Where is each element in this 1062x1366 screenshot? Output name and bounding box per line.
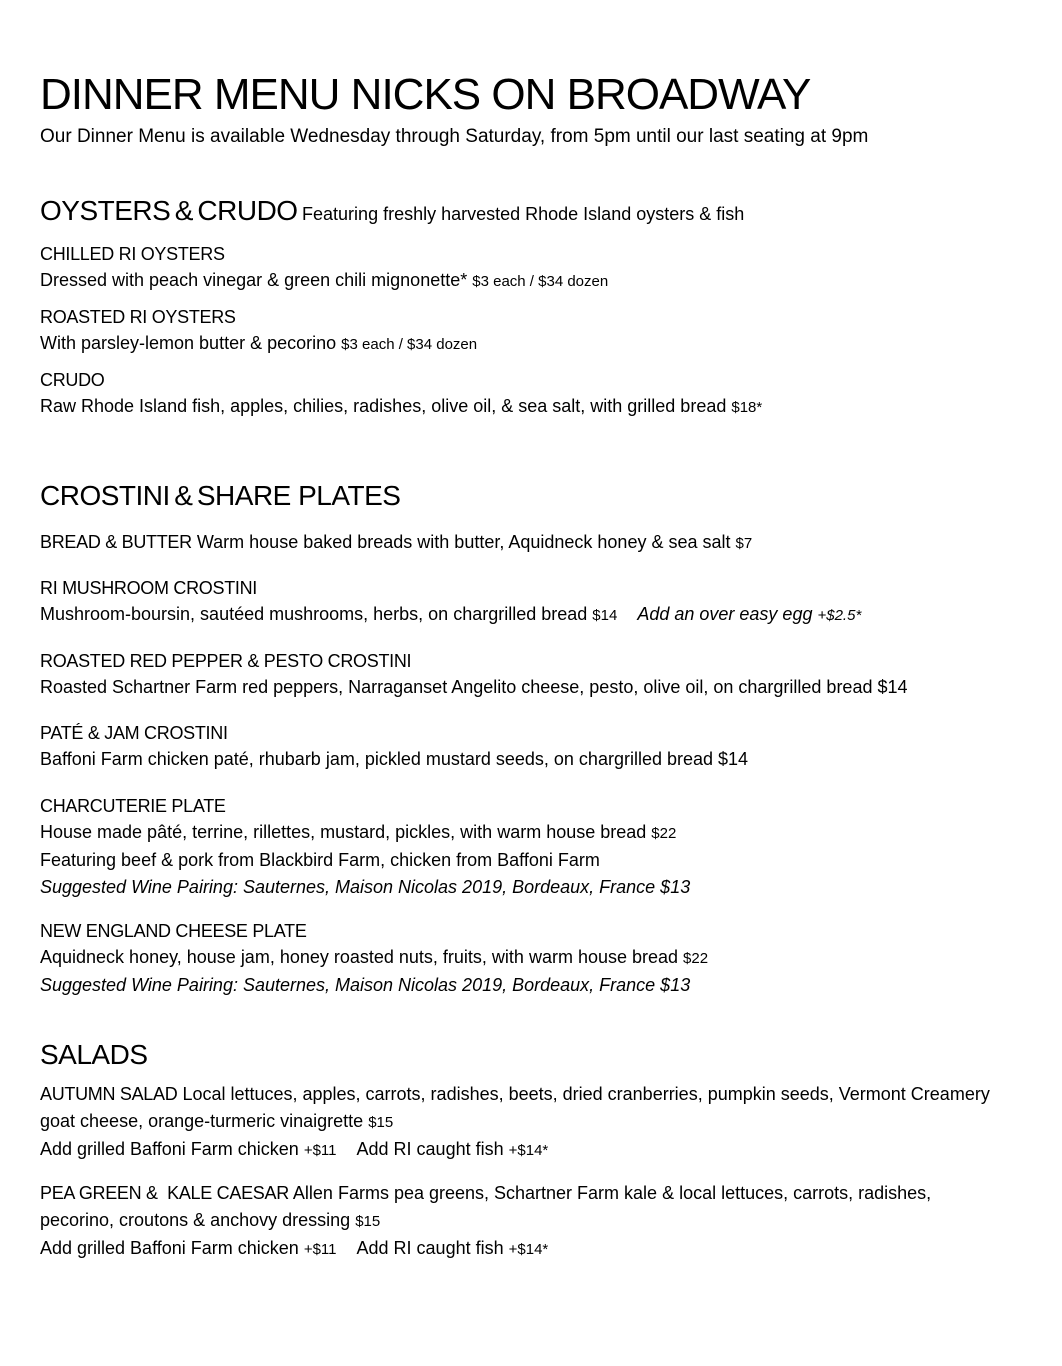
section-crostini-share-plates (40, 480, 400, 512)
item-description: Baffoni Farm chicken paté, rhubarb jam, pickled mustard seeds, on chargrilled bread $14 (40, 749, 749, 769)
item-description: Allen Farms pea greens, Schartner Farm kale & local lettuces, carrots, radishes, pecorino, croutons & anchovy dressing (40, 1183, 932, 1230)
section-oysters-crudo (40, 195, 744, 227)
item-price: $22 (683, 950, 709, 967)
section-title-amp: & (174, 480, 193, 511)
menu-item-charcuterie (40, 793, 1040, 901)
item-price: $7 (735, 535, 753, 552)
item-description: Mushroom-boursin, sautéed mushrooms, herbs, on chargrilled bread (40, 604, 588, 624)
item-description: Aquidneck honey, house jam, honey roasted nuts, fruits, with warm house bread (40, 947, 679, 967)
item-description-2: Featuring beef & pork from Blackbird Farm, chicken from Baffoni Farm (40, 850, 600, 870)
item-addon-price: +$2.5* (817, 607, 862, 624)
section-title-share-plates: SHARE PLATES (196, 480, 401, 511)
menu-item-mushroom-crostini (40, 575, 1040, 629)
item-price: $15 (368, 1114, 394, 1131)
menu-item-roasted-oysters (40, 304, 1040, 358)
item-name: CHILLED RI OYSTERS (40, 244, 225, 264)
item-description: Dressed with peach vinegar & green chili mignonette* (40, 270, 468, 290)
addon-chicken-price: +$11 (303, 1142, 337, 1159)
section-title-oysters: OYSTERS (40, 195, 171, 226)
item-name: PATÉ & JAM CROSTINI (40, 723, 228, 743)
item-name: NEW ENGLAND CHEESE PLATE (40, 921, 307, 941)
item-name: CHARCUTERIE PLATE (40, 796, 226, 816)
item-description: House made pâté, terrine, rillettes, mustard, pickles, with warm house bread (40, 822, 647, 842)
item-description: Local lettuces, apples, carrots, radishes, beets, dried cranberries, pumpkin seeds, Vermont Creamery goat cheese, orange-turmeric vinaigrette (40, 1084, 990, 1131)
item-name: CRUDO (40, 370, 105, 390)
item-name: BREAD & BUTTER (40, 532, 192, 552)
addon-fish-price: +$14* (508, 1241, 549, 1258)
item-name: ROASTED RED PEPPER & PESTO CROSTINI (40, 651, 412, 671)
item-price: $14 (592, 607, 618, 624)
item-price: $15 (355, 1213, 381, 1230)
menu-item-chilled-oysters (40, 241, 1040, 295)
section-note: Featuring freshly harvested Rhode Island oysters & fish (302, 204, 745, 224)
section-title-salads: SALADS (40, 1039, 148, 1070)
wine-pairing: Suggested Wine Pairing: Sauternes, Maison Nicolas 2019, Bordeaux, France $13 (40, 975, 691, 995)
item-name: PEA GREEN & KALE CAESAR (40, 1183, 289, 1203)
item-description: Roasted Schartner Farm red peppers, Narraganset Angelito cheese, pesto, olive oil, on chargrilled bread $14 (40, 677, 908, 697)
menu-item-autumn-salad (40, 1081, 1040, 1164)
menu-item-kale-caesar (40, 1180, 1040, 1263)
item-description: With parsley-lemon butter & pecorino (40, 333, 337, 353)
wine-pairing: Suggested Wine Pairing: Sauternes, Maison Nicolas 2019, Bordeaux, France $13 (40, 877, 691, 897)
menu-item-bread-butter (40, 529, 1040, 557)
menu-item-pate-crostini (40, 720, 1040, 773)
section-title-amp: & (174, 195, 193, 226)
item-price: $22 (651, 825, 677, 842)
item-price: $3 each / $34 dozen (472, 273, 609, 290)
item-name: ROASTED RI OYSTERS (40, 307, 236, 327)
addon-chicken: Add grilled Baffoni Farm chicken (40, 1238, 299, 1258)
addon-chicken-price: +$11 (303, 1241, 337, 1258)
menu-item-crudo (40, 367, 1040, 421)
section-salads (40, 1039, 148, 1071)
item-addon: Add an over easy egg (637, 604, 813, 624)
section-title-crostini: CROSTINI (40, 480, 170, 511)
addon-fish: Add RI caught fish (356, 1238, 504, 1258)
item-price: $18* (731, 399, 763, 416)
addon-chicken: Add grilled Baffoni Farm chicken (40, 1139, 299, 1159)
item-name: RI MUSHROOM CROSTINI (40, 578, 257, 598)
menu-item-red-pepper-crostini (40, 648, 1040, 701)
page-title: DINNER MENU NICKS ON BROADWAY (40, 70, 811, 119)
menu-item-cheese-plate (40, 918, 1040, 999)
addon-fish-price: +$14* (508, 1142, 549, 1159)
item-name: AUTUMN SALAD (40, 1084, 178, 1104)
item-description: Warm house baked breads with butter, Aquidneck honey & sea salt (196, 532, 731, 552)
page-subtitle: Our Dinner Menu is available Wednesday through Saturday, from 5pm until our last seating at 9pm (40, 126, 869, 147)
item-description: Raw Rhode Island fish, apples, chilies, radishes, olive oil, & sea salt, with grilled bread (40, 396, 727, 416)
item-price: $3 each / $34 dozen (341, 336, 478, 353)
section-title-crudo: CRUDO (197, 195, 298, 226)
addon-fish: Add RI caught fish (356, 1139, 504, 1159)
